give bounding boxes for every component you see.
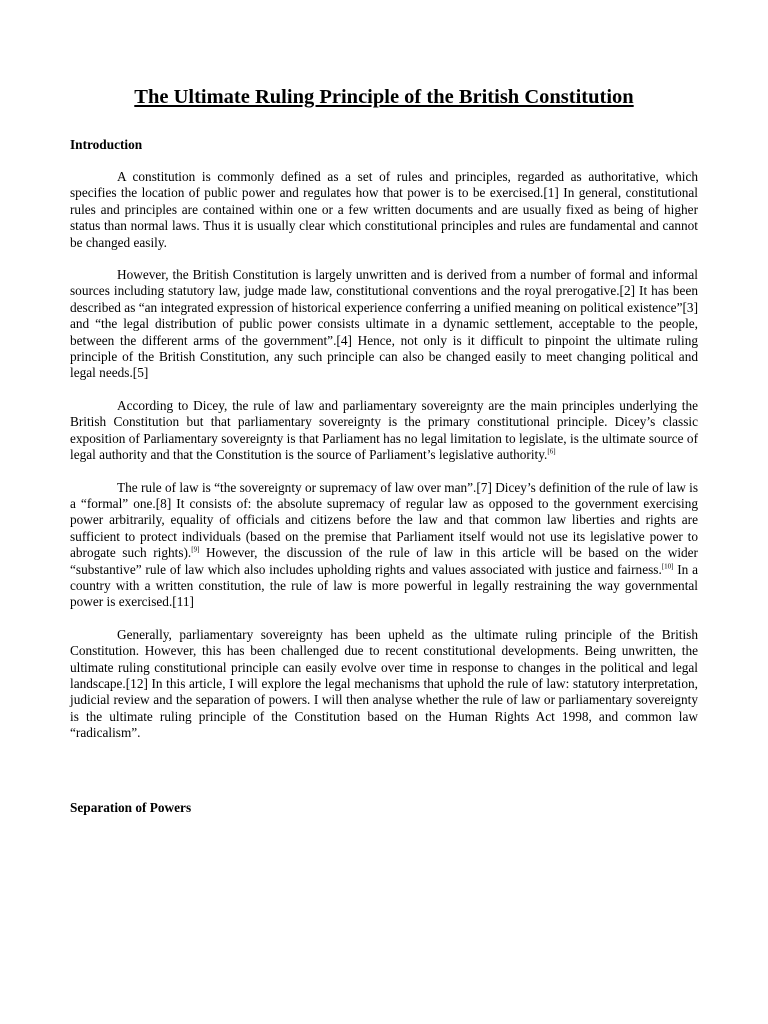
- paragraph-4-text-b: However, the discussion of the rule of law in this article will be based on the wider “substantive” rule of law which also includes upholding rights and values associated with justice and fairness.: [70, 545, 698, 577]
- paragraph-5-text: Generally, parliamentary sovereignty has been upheld as the ultimate ruling principle of the British Constitution. However, this has been challenged due to recent constitutional developments. Being unwritten, the ultimate ruling constitutional principle can easily evolve over time in response to changes in the political and legal landscape.[12] In this article, I will explore the legal mechanisms that uphold the rule of law: statutory interpretation, judicial review and the separation of powers. I will then analyse whether the rule of law or parliamentary sovereignty is the ultimate ruling principle of the Constitution based on the Human Rights Act 1998, and common law “radicalism”.: [70, 626, 698, 741]
- document-page: [70, 86, 698, 832]
- footnote-mark-10[interactable]: [10]: [661, 562, 674, 571]
- paragraph-1: [70, 169, 698, 251]
- section-heading-introduction: Introduction: [70, 137, 143, 152]
- section-heading-separation-of-powers: Separation of Powers: [70, 799, 192, 815]
- footnote-mark-9[interactable]: [9]: [191, 545, 200, 554]
- paragraph-4: [70, 480, 698, 611]
- section-spacer: [70, 758, 698, 800]
- paragraph-5: [70, 627, 698, 742]
- paragraph-4-text-a: The rule of law is “the sovereignty or supremacy of law over man”.[7] Dicey’s definition of the rule of law is a “formal” one.[8] It consists of: the absolute supremacy of regular law as opposed to the government exercising power arbitrarily, equality of officials and citizens before the law and that common law liberties and rights are sufficient to protect individuals (based on the premise that Parliament itself would not use its legislative power to abrogate such rights).: [70, 479, 698, 561]
- paragraph-3-text: According to Dicey, the rule of law and parliamentary sovereignty are the main principles underlying the British Constitution but that parliamentary sovereignty is the primary constitutional principle. Dicey’s classic exposition of Parliamentary sovereignty is that Parliament has no legal limitation to legislate, is the ultimate source of legal authority and that the Constitution is the source of Parliament’s legislative authority.: [70, 397, 698, 463]
- paragraph-1-text: A constitution is commonly defined as a set of rules and principles, regarded as authoritative, which specifies the location of public power and regulates how that power is to be exercised.[1] In general, constitutional rules and principles are contained within one or a few written documents and are usually fixed as being of higher status than normal laws. Thus it is usually clear which constitutional principles and rules are fundamental and cannot be changed easily.: [70, 169, 698, 250]
- paragraph-3: [70, 398, 698, 464]
- paragraph-4-text-c: In a country with a written constitution, the rule of law is more powerful in legally restraining the way governmental power is exercised.[11]: [70, 561, 698, 610]
- paragraph-2-text: However, the British Constitution is largely unwritten and is derived from a number of formal and informal sources including statutory law, judge made law, constitutional conventions and the royal prerogative.[2] It has been described as “an integrated expression of historical experience conferring a unified meaning on political existence”[3] and “the legal distribution of public power consists ultimate in a dynamic settlement, acceptable to the people, between the different arms of the government”.[4] Hence, not only is it difficult to pinpoint the ultimate ruling principle of the British Constitution, any such principle can also be changed easily to meet changing political and legal needs.[5]: [70, 267, 698, 381]
- document-title: The Ultimate Ruling Principle of the British Constitution: [134, 86, 634, 108]
- paragraph-2: [70, 267, 698, 382]
- footnote-mark-6[interactable]: [6]: [547, 447, 556, 456]
